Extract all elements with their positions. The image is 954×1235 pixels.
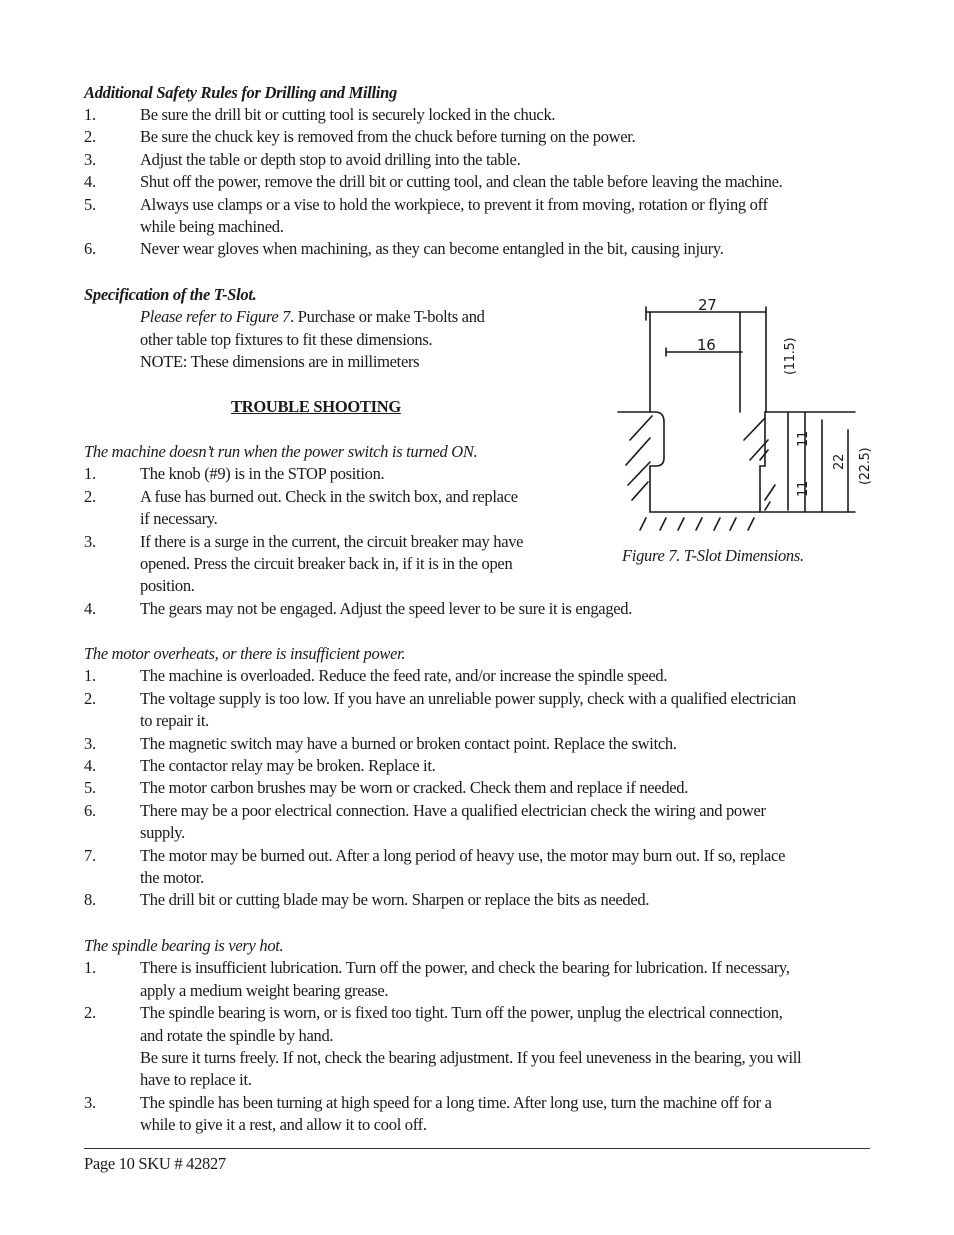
list-item-text: Be sure it turns freely. If not, check the bearing adjustment. If you feel uneveness in the bearing, you will bbox=[140, 1048, 802, 1067]
list-item-text: The spindle bearing is worn, or is fixed too tight. Turn off the power, unplug the electrical connection, bbox=[140, 1003, 783, 1023]
page-footer: Page 10 SKU # 42827 bbox=[84, 1154, 226, 1173]
list-item-number: 4. bbox=[84, 598, 96, 618]
list-item-text: There may be a poor electrical connection. Have a qualified electrician check the wiring and power bbox=[140, 800, 766, 820]
list-item-text: Never wear gloves when machining, as they can become entangled in the bit, causing injury. bbox=[140, 239, 724, 259]
list-item-number: 5. bbox=[84, 778, 96, 798]
list-item-number: 2. bbox=[84, 1003, 96, 1023]
list-item-text: and rotate the spindle by hand. bbox=[140, 1025, 334, 1045]
list-item-text: position. bbox=[140, 576, 195, 596]
section-heading: The motor overheats, or there is insufficient power. bbox=[84, 644, 406, 663]
tslot-line2: other table top fixtures to fit these dimensions. bbox=[140, 330, 433, 349]
section-heading: The spindle bearing is very hot. bbox=[84, 936, 284, 955]
list-item-text: The voltage supply is too low. If you have an unreliable power supply, check with a qualified electrician bbox=[140, 688, 796, 708]
dim-16: 16 bbox=[697, 336, 716, 354]
list-item-number: 2. bbox=[84, 486, 96, 506]
list-item-number: 1. bbox=[84, 464, 96, 484]
list-item-number: 3. bbox=[84, 1092, 96, 1112]
list-item-text: The magnetic switch may have a burned or broken contact point. Replace the switch. bbox=[140, 733, 677, 753]
list-item-text: Shut off the power, remove the drill bit or cutting tool, and clean the table before leaving the machine. bbox=[140, 172, 783, 192]
section-heading: The machine doesn’t run when the power switch is turned ON. bbox=[84, 442, 478, 461]
list-item-number: 2. bbox=[84, 127, 96, 147]
list-item-text: opened. Press the circuit breaker back in, if it is in the open bbox=[140, 554, 513, 573]
list-item-text: The machine is overloaded. Reduce the feed rate, and/or increase the spindle speed. bbox=[140, 666, 668, 686]
list-item-text: Always use clamps or a vise to hold the workpiece, to prevent it from moving, rotation or flying off bbox=[140, 194, 768, 214]
list-item-text: The spindle has been turning at high speed for a long time. After long use, turn the machine off for a bbox=[140, 1092, 772, 1112]
tslot-diagram bbox=[610, 290, 880, 535]
list-item-text: to repair it. bbox=[140, 711, 209, 731]
tslot-refer-text: . Purchase or make T-bolts and bbox=[290, 307, 485, 326]
list-item-text: apply a medium weight bearing grease. bbox=[140, 980, 389, 1000]
tslot-note: NOTE: These dimensions are in millimeters bbox=[140, 352, 420, 371]
safety-heading: Additional Safety Rules for Drilling and Milling bbox=[84, 83, 397, 102]
list-item-number: 8. bbox=[84, 890, 96, 910]
list-item-number: 3. bbox=[84, 149, 96, 169]
list-item-number: 2. bbox=[84, 688, 96, 708]
list-item-text: if necessary. bbox=[140, 509, 218, 529]
figure-caption: Figure 7. T-Slot Dimensions. bbox=[622, 546, 804, 565]
list-item-number: 4. bbox=[84, 172, 96, 192]
dim-27: 27 bbox=[698, 296, 717, 314]
footer-divider bbox=[84, 1148, 870, 1149]
list-item-number: 1. bbox=[84, 105, 96, 124]
list-item-text: The drill bit or cutting blade may be worn. Sharpen or replace the bits as needed. bbox=[140, 890, 650, 910]
list-item-text: Be sure the drill bit or cutting tool is securely locked in the chuck. bbox=[140, 105, 556, 124]
list-item-number: 6. bbox=[84, 800, 96, 820]
dim-11-lower: 11 bbox=[796, 481, 811, 497]
list-item-text: The motor may be burned out. After a long period of heavy use, the motor may burn out. If so, replace bbox=[140, 845, 786, 865]
list-item-text: The contactor relay may be broken. Replace it. bbox=[140, 756, 436, 775]
troubleshooting-title: TROUBLE SHOOTING bbox=[231, 397, 401, 416]
list-item-text: the motor. bbox=[140, 868, 204, 887]
figure-reference: Please refer to Figure 7 bbox=[140, 307, 291, 326]
dim-22: 22 bbox=[832, 454, 847, 470]
list-item-number: 3. bbox=[84, 733, 96, 753]
dim-11-5: (11.5) bbox=[783, 337, 798, 375]
list-item-number: 3. bbox=[84, 531, 96, 551]
list-item-text: supply. bbox=[140, 823, 185, 843]
list-item-text: If there is a surge in the current, the circuit breaker may have bbox=[140, 531, 524, 551]
list-item-text: Adjust the table or depth stop to avoid drilling into the table. bbox=[140, 149, 521, 169]
dim-11-upper: 11 bbox=[796, 431, 811, 447]
list-item-number: 5. bbox=[84, 194, 96, 214]
list-item-text: A fuse has burned out. Check in the switch box, and replace bbox=[140, 486, 518, 506]
list-item-text: Be sure the chuck key is removed from the chuck before turning on the power. bbox=[140, 127, 636, 147]
list-item-text: The gears may not be engaged. Adjust the speed lever to be sure it is engaged. bbox=[140, 598, 633, 618]
list-item-number: 4. bbox=[84, 756, 96, 775]
list-item-number: 7. bbox=[84, 845, 96, 865]
list-item-text: while to give it a rest, and allow it to cool off. bbox=[140, 1115, 427, 1135]
list-item-number: 1. bbox=[84, 666, 96, 686]
dim-22-5: (22.5) bbox=[858, 447, 873, 485]
list-item-text: The knob (#9) is in the STOP position. bbox=[140, 464, 385, 484]
tslot-profile bbox=[618, 412, 855, 512]
list-item-number: 1. bbox=[84, 958, 96, 978]
tslot-heading: Specification of the T-Slot. bbox=[84, 285, 257, 304]
list-item-text: The motor carbon brushes may be worn or cracked. Check them and replace if needed. bbox=[140, 778, 689, 798]
list-item-text: while being machined. bbox=[140, 217, 284, 236]
list-item-number: 6. bbox=[84, 239, 96, 259]
list-item-text: have to replace it. bbox=[140, 1070, 252, 1090]
list-item-text: There is insufficient lubrication. Turn off the power, and check the bearing for lubrication. If necessary, bbox=[140, 958, 790, 978]
tslot-refer-line bbox=[140, 306, 485, 329]
